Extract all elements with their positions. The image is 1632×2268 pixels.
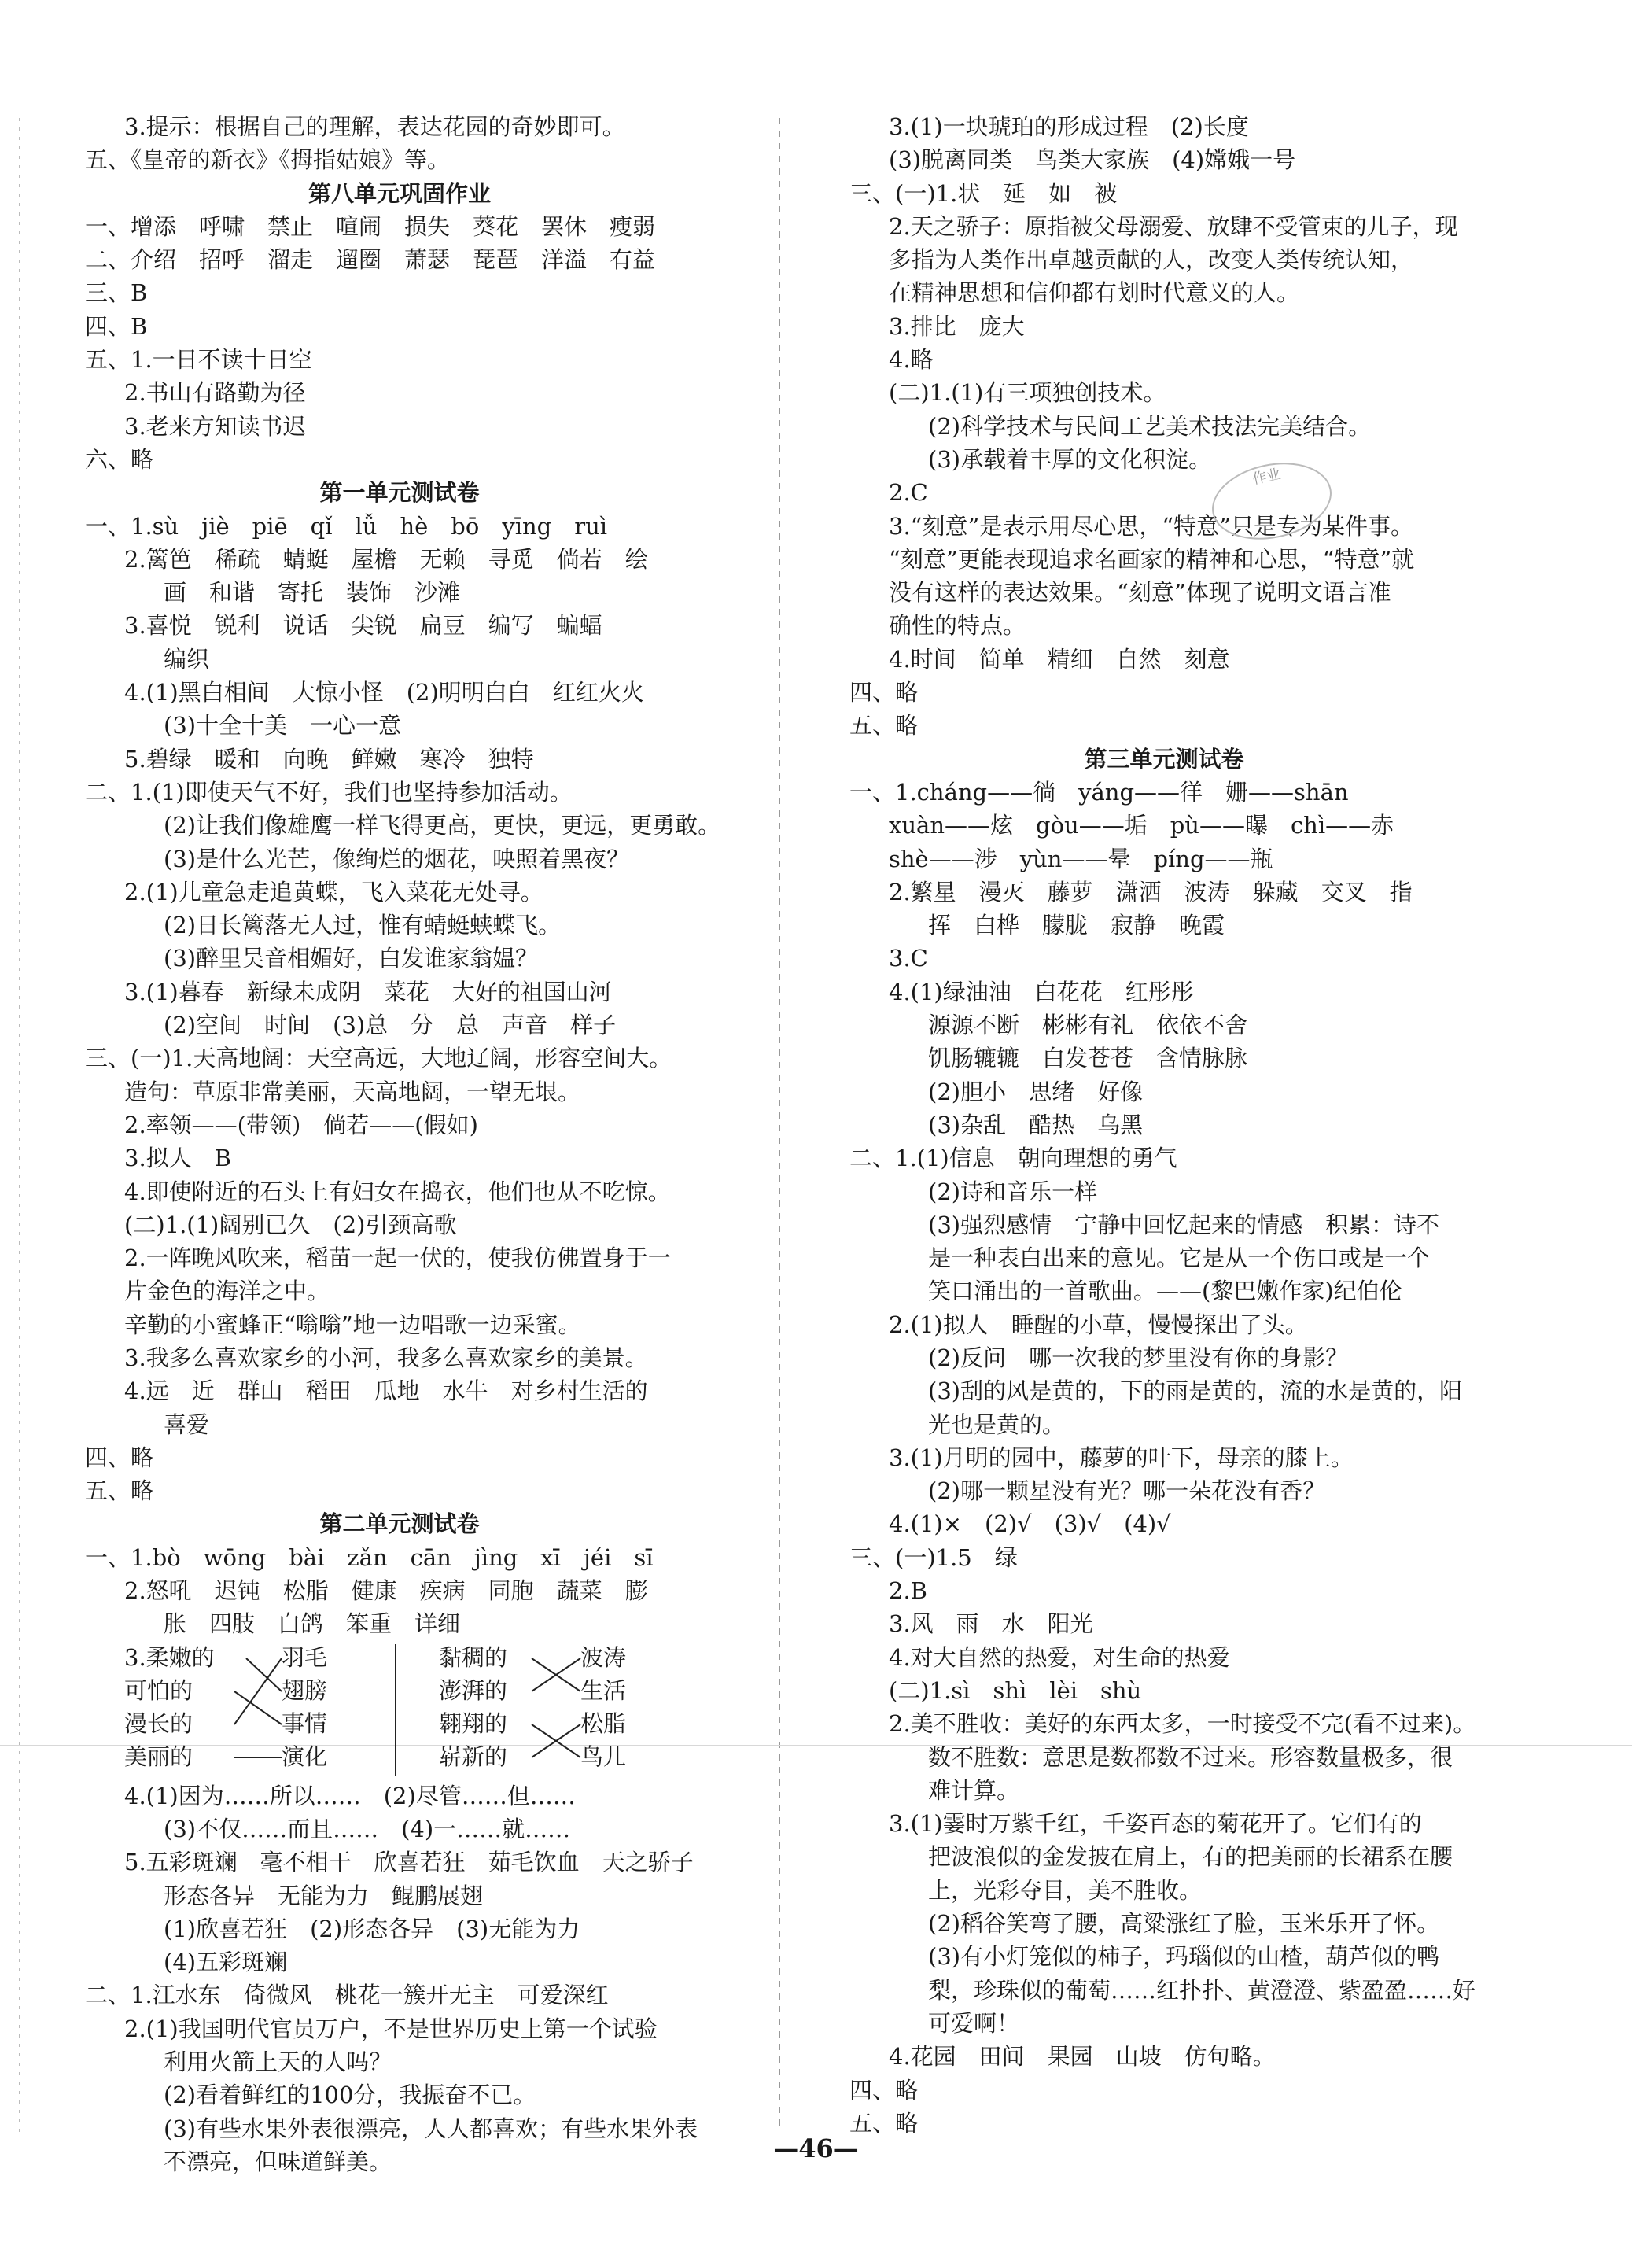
answer-line: 四、略 — [85, 1444, 154, 1471]
match-word: 美丽的 — [124, 1742, 193, 1770]
answer-line: 4.(1)黑白相间 大惊小怪 (2)明明白白 红红火火 — [124, 679, 644, 706]
answer-line: (3)醉里吴音相媚好，白发谁家翁媪？ — [164, 945, 539, 972]
answer-line: (3)刮的风是黄的，下的雨是黄的，流的水是黄的，阳 — [928, 1377, 1463, 1405]
answer-line: 3.(1)一块琥珀的形成过程 (2)长度 — [889, 113, 1249, 140]
answer-line: 二、1.江水东 倚微风 桃花一簇开无主 可爱深红 — [85, 1982, 609, 2009]
answer-line: (2)看着鲜红的100分，我振奋不已。 — [164, 2082, 536, 2109]
match-word: 松脂 — [580, 1709, 627, 1737]
answer-line: 4.对大自然的热爱，对生命的热爱 — [889, 1643, 1230, 1671]
answer-line: (2)哪一颗星没有光？哪一朵花没有香？ — [928, 1477, 1326, 1505]
answer-line: 一、增添 呼啸 禁止 喧闹 损失 葵花 罢休 瘦弱 — [85, 212, 656, 240]
binding-margin — [19, 118, 20, 2132]
answer-line: 2.率领——(带领) 倘若——(假如) — [124, 1111, 478, 1138]
match-word: 翅膀 — [282, 1676, 328, 1704]
answer-line: 喜爱 — [164, 1411, 210, 1438]
answer-line: (2)反问 哪一次我的梦里没有你的身影？ — [928, 1344, 1349, 1371]
answer-line: 四、B — [85, 312, 148, 340]
answer-line: 4.(1)绿油油 白花花 红彤彤 — [889, 978, 1194, 1005]
answer-line: 一、1.cháng——徜 yáng——徉 姗——shān — [849, 778, 1349, 806]
answer-line: 3.“刻意”是表示用尽心思，“特意”只是专为某件事。 — [889, 512, 1413, 540]
answer-line: 2.(1)拟人 睡醒的小草，慢慢探出了头。 — [889, 1311, 1308, 1338]
answer-line: 5.碧绿 暖和 向晚 鲜嫩 寒冷 独特 — [124, 745, 534, 773]
answer-line: 3.排比 庞大 — [889, 312, 1025, 340]
answer-line: 把波浪似的金发披在肩上，有的把美丽的长裙系在腰 — [928, 1843, 1453, 1871]
answer-line: 2.天之骄子：原指被父母溺爱、放肆不受管束的儿子，现 — [889, 212, 1458, 240]
answer-line: 4.即使附近的石头上有妇女在捣衣，他们也从不吃惊。 — [124, 1178, 671, 1205]
answer-line: (3)强烈感情 宁静中回忆起来的情感 积累：诗不 — [928, 1211, 1440, 1238]
match-line — [234, 1658, 282, 1724]
answer-line: 3.(1)月明的园中，藤萝的叶下，母亲的膝上。 — [889, 1444, 1354, 1471]
answer-line: (二)1.(1)阔别已久 (2)引颈高歌 — [124, 1211, 457, 1238]
answer-line: 3.C — [889, 945, 928, 972]
answer-line: (2)让我们像雄鹰一样飞得更高，更快，更远，更勇敢。 — [164, 812, 721, 839]
answer-line: 5.五彩斑斓 毫不相干 欣喜若狂 茹毛饮血 天之骄子 — [124, 1849, 694, 1876]
answer-line: (3)有小灯笼似的柿子，玛瑙似的山楂，葫芦似的鸭 — [928, 1943, 1440, 1971]
answer-line: 一、1.sù jiè piē qǐ lǚ hè bō yīng ruì — [85, 512, 608, 540]
match-word: 漫长的 — [124, 1709, 193, 1737]
answer-line: 3.拟人 B — [124, 1145, 231, 1172]
answer-line: 五、略 — [849, 712, 919, 739]
section-heading: 第一单元测试卷 — [319, 479, 480, 507]
match-word: 演化 — [282, 1742, 328, 1770]
answer-line: (2)诗和音乐一样 — [928, 1178, 1098, 1205]
match-word: 3.柔嫩的 — [124, 1643, 215, 1671]
answer-line: 2.C — [889, 479, 928, 507]
answer-line: (二)1.(1)有三项独创技术。 — [889, 379, 1166, 407]
answer-line: 二、介绍 招呼 溜走 遛圈 萧瑟 琵琶 洋溢 有益 — [85, 246, 656, 274]
answer-line: (2)空间 时间 (3)总 分 总 声音 样子 — [164, 1012, 617, 1039]
answer-line: 4.花园 田间 果园 山坡 仿句略。 — [889, 2043, 1276, 2071]
match-word: 羽毛 — [282, 1643, 328, 1671]
match-line — [234, 1691, 282, 1724]
answer-line: 确性的特点。 — [889, 612, 1026, 640]
answer-line: 挥 白桦 朦胧 寂静 晚霞 — [928, 912, 1225, 939]
answer-line: 数不胜数：意思是数都数不过来。形容数量极多，很 — [928, 1743, 1453, 1771]
answer-line: (2)胆小 思绪 好像 — [928, 1078, 1144, 1105]
answer-line: 在精神思想和信仰都有划时代意义的人。 — [889, 279, 1300, 307]
match-word: 生活 — [580, 1676, 627, 1704]
answer-line: 2.B — [889, 1577, 927, 1605]
answer-line: 编织 — [164, 645, 210, 673]
match-word: 可怕的 — [124, 1676, 193, 1704]
answer-line: 3.老来方知读书迟 — [124, 412, 306, 440]
answer-line: 三、(一)1.状 延 如 被 — [849, 179, 1118, 207]
answer-line: 4.时间 简单 精细 自然 刻意 — [889, 645, 1230, 673]
answer-line: (2)日长篱落无人过，惟有蜻蜓蛱蝶飞。 — [164, 912, 562, 939]
answer-line: “刻意”更能表现追求名画家的精神和心思，“特意”就 — [889, 545, 1415, 573]
answer-line: (2)科学技术与民间工艺美术技法完美结合。 — [928, 412, 1372, 440]
right-column — [849, 110, 1479, 2140]
answer-line: (3)有些水果外表很漂亮，人人都喜欢；有些水果外表 — [164, 2115, 698, 2142]
answer-line: (1)欣喜若狂 (2)形态各异 (3)无能为力 — [164, 1915, 580, 1942]
match-word: 事情 — [282, 1709, 328, 1737]
answer-line: 2.篱笆 稀疏 蜻蜓 屋檐 无赖 寻觅 倘若 绘 — [124, 545, 648, 573]
match-word: 澎湃的 — [439, 1676, 508, 1704]
answer-line: 2.美不胜收：美好的东西太多，一时接受不完(看不过来)。 — [889, 1710, 1476, 1738]
answer-line: 饥肠辘辘 白发苍苍 含情脉脉 — [928, 1045, 1248, 1072]
answer-line: 光也是黄的。 — [928, 1411, 1066, 1438]
answer-line: 4.(1)× (2)√ (3)√ (4)√ — [889, 1510, 1171, 1538]
match-word: 鸟儿 — [580, 1742, 627, 1770]
answer-line: 3.(1)暮春 新绿未成阴 菜花 大好的祖国山河 — [124, 978, 612, 1005]
answer-line: 三、B — [85, 279, 148, 307]
answer-line: 利用火箭上天的人吗？ — [164, 2049, 392, 2076]
section-heading: 第二单元测试卷 — [319, 1510, 480, 1538]
answer-line: 五、1.一日不读十日空 — [85, 346, 312, 374]
answer-line: 2.一阵晚风吹来，稻苗一起一伏的，使我仿佛置身于一 — [124, 1245, 671, 1272]
answer-line: 五、《皇帝的新衣》《拇指姑娘》等。 — [85, 146, 451, 174]
answer-line: 一、1.bò wōng bài zǎn cān jìng xī jéi sī — [85, 1543, 654, 1571]
answer-line: 不漂亮，但味道鲜美。 — [164, 2148, 392, 2175]
answer-line: 2.(1)儿童急走追黄蝶，飞入菜花无处寻。 — [124, 878, 543, 905]
answer-line: 片金色的海洋之中。 — [124, 1278, 330, 1305]
answer-line: 可爱啊！ — [928, 2009, 1020, 2037]
word-matching-exercise — [85, 1641, 714, 1779]
match-word: 翱翔的 — [439, 1709, 508, 1737]
answer-line: 2.繁星 漫灭 藤萝 潇洒 波涛 躲藏 交叉 指 — [889, 878, 1413, 905]
answer-line: 三、(一)1.天高地阔：天空高远，大地辽阔，形容空间大。 — [85, 1045, 672, 1072]
answer-line: (3)十全十美 一心一意 — [164, 712, 402, 739]
page-number: —46— — [773, 2133, 859, 2163]
answer-line: 胀 四肢 白鸽 笨重 详细 — [164, 1610, 461, 1638]
answer-line: (二)1.sì shì lèi shù — [889, 1676, 1142, 1704]
answer-line: 3.我多么喜欢家乡的小河，我多么喜欢家乡的美景。 — [124, 1344, 648, 1371]
answer-line: 2.书山有路勤为径 — [124, 379, 306, 407]
answer-line: (3)杂乱 酷热 乌黑 — [928, 1111, 1144, 1138]
answer-line: 2.(1)我国明代官员万户，不是世界历史上第一个试验 — [124, 2015, 658, 2042]
answer-line: 没有这样的表达效果。“刻意”体现了说明文语言准 — [889, 579, 1391, 607]
answer-line: 4.略 — [889, 346, 934, 374]
answer-line: shè——涉 yùn——晕 píng——瓶 — [889, 845, 1273, 872]
column-divider — [779, 118, 780, 2132]
answer-line: (3)是什么光芒，像绚烂的烟花，映照着黑夜？ — [164, 845, 630, 872]
answer-line: 辛勤的小蜜蜂正“嗡嗡”地一边唱歌一边采蜜。 — [124, 1311, 581, 1338]
answer-line: 造句：草原非常美丽，天高地阔，一望无垠。 — [124, 1078, 581, 1105]
answer-line: (2)稻谷笑弯了腰，高粱涨红了脸，玉米乐开了怀。 — [928, 1910, 1440, 1938]
answer-line: 3.喜悦 锐利 说话 尖锐 扁豆 编写 蝙蝠 — [124, 612, 602, 640]
answer-line: 3.提示：根据自己的理解，表达花园的奇妙即可。 — [124, 113, 625, 140]
answer-line: 二、1.(1)即使天气不好，我们也坚持参加活动。 — [85, 778, 573, 806]
answer-line: 形态各异 无能为力 鲲鹏展翅 — [164, 1882, 484, 1909]
answer-line: 四、略 — [849, 2076, 919, 2104]
answer-line: (3)不仅……而且…… (4)一……就…… — [164, 1815, 571, 1842]
answer-line: 二、1.(1)信息 朝向理想的勇气 — [849, 1145, 1177, 1172]
match-word: 崭新的 — [439, 1742, 508, 1770]
answer-line: 梨，珍珠似的葡萄……红扑扑、黄澄澄、紫盈盈……好 — [928, 1976, 1476, 2004]
answer-line: 4.(1)因为……所以…… (2)尽管……但…… — [124, 1782, 576, 1809]
answer-line: 笑口涌出的一首歌曲。——(黎巴嫩作家)纪伯伦 — [928, 1278, 1402, 1305]
answer-line: 2.怒吼 迟钝 松脂 健康 疾病 同胞 蔬菜 膨 — [124, 1577, 648, 1605]
answer-line: 四、略 — [849, 679, 919, 706]
match-line — [246, 1658, 282, 1691]
answer-line: 画 和谐 寄托 装饰 沙滩 — [164, 579, 461, 607]
answer-line: 五、略 — [85, 1477, 154, 1505]
answer-line: 上，光彩夺目，美不胜收。 — [928, 1876, 1203, 1904]
answer-line: (3)承载着丰厚的文化积淀。 — [928, 445, 1212, 473]
answer-line: xuàn——炫 gòu——垢 pù——曝 chì——赤 — [889, 812, 1394, 839]
answer-line: 3.(1)霎时万紫千红，千姿百态的菊花开了。它们有的 — [889, 1810, 1422, 1838]
answer-line: 是一种表白出来的意见。它是从一个伤口或是一个 — [928, 1245, 1431, 1272]
left-column — [85, 110, 721, 2178]
answer-line: 多指为人类作出卓越贡献的人，改变人类传统认知， — [889, 246, 1414, 274]
section-heading: 第三单元测试卷 — [1084, 745, 1244, 773]
answer-line: (3)脱离同类 鸟类大家族 (4)嫦娥一号 — [889, 146, 1296, 174]
stamp-text: 作业 — [1251, 466, 1283, 489]
answer-line: 3.风 雨 水 阳光 — [889, 1610, 1093, 1638]
answer-line: 三、(一)1.5 绿 — [849, 1543, 1018, 1571]
answer-line: 难计算。 — [928, 1776, 1020, 1804]
section-heading: 第八单元巩固作业 — [308, 179, 491, 207]
match-word: 黏稠的 — [439, 1643, 508, 1671]
answer-line: 五、略 — [849, 2109, 919, 2137]
answer-line: 源源不断 彬彬有礼 依依不舍 — [928, 1012, 1248, 1039]
answer-line: 六、略 — [85, 445, 154, 473]
match-word: 波涛 — [580, 1643, 627, 1671]
match-lines — [85, 1641, 714, 1779]
answer-line: 4.远 近 群山 稻田 瓜地 水牛 对乡村生活的 — [124, 1377, 648, 1405]
answer-line: (4)五彩斑斓 — [164, 1949, 288, 1976]
